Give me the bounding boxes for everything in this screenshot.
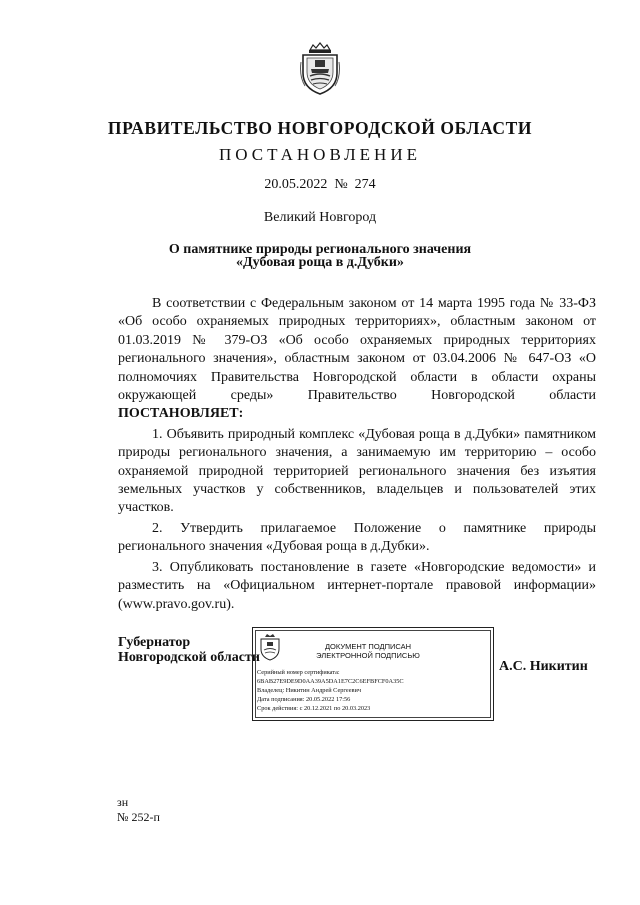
subject-line-2: «Дубовая роща в д.Дубки»: [236, 255, 404, 270]
document-number: 274: [354, 177, 376, 192]
decree-word: ПОСТАНОВЛЯЕТ:: [118, 406, 244, 422]
stamp-title-line-2: ЭЛЕКТРОННОЙ ПОДПИСЬЮ: [316, 651, 420, 660]
registration-number: № 252-п: [117, 810, 160, 824]
document-type: ПОСТАНОВЛЕНИЕ: [218, 145, 421, 164]
subject-line-1: О памятнике природы регионального значения: [168, 242, 472, 257]
document-subject: [0, 243, 640, 269]
signatory-position: [118, 635, 260, 665]
stamp-title-line-1: ДОКУМЕНТ ПОДПИСАН: [324, 642, 412, 651]
item-3: 3. Опубликовать постановление в газете «Новгородские ведомости» и разместить на «Официальном интернет-портале правовой информации» (www.pravo.gov.ru).: [118, 559, 596, 612]
document-footer: [117, 795, 160, 825]
position-line-2: Новгородской области: [118, 650, 260, 665]
date-number-line: [0, 177, 640, 193]
stamp-validity: Срок действия: с 20.12.2021 по 20.03.2023: [257, 705, 371, 712]
organization-title: ПРАВИТЕЛЬСТВО НОВГОРОДСКОЙ ОБЛАСТИ: [107, 118, 533, 138]
executor-initials: зн: [117, 795, 129, 809]
preamble-paragraph: [118, 295, 596, 424]
document-date: 20.05.2022: [264, 177, 328, 192]
number-sign: №: [334, 177, 348, 192]
stamp-title: [293, 642, 443, 660]
stamp-signed-date: Дата подписания: 20.05.2022 17:56: [257, 696, 351, 703]
stamp-owner: Владелец: Никитин Андрей Сергеевич: [257, 687, 362, 694]
signatory-name: А.С. Никитин: [499, 659, 588, 674]
stamp-coat-of-arms-icon: [259, 633, 281, 661]
coat-of-arms-icon: [299, 42, 341, 96]
item-2: 2. Утвердить прилагаемое Положение о памятнике природы регионального значения «Дубовая роща в д.Дубки».: [118, 520, 596, 555]
position-line-1: Губернатор: [118, 635, 191, 650]
stamp-serial-number: 6BAB27E9DE9D0AA39A5DA1E7C2C6EFBFCF0A35C: [257, 678, 404, 685]
preamble-text: В соответствии с Федеральным законом от 14 марта 1995 года № 33-ФЗ «Об особо охраняемых природных территориях», областным законом от 01.03.2019 № 379-ОЗ «Об особо охраняемых природных территориях регионального значения», областным законом от 03.04.2006 № 647-ОЗ «О полномочиях Правительства Новгородской области в области охраны окружающей среды» Правительство Новгородской области: [118, 296, 596, 404]
city: Великий Новгород: [263, 210, 377, 225]
stamp-serial-label: Серийный номер сертификата:: [257, 669, 340, 676]
document-body: [118, 295, 596, 614]
item-1: 1. Объявить природный комплекс «Дубовая роща в д.Дубки» памятником природы регионального значения, а занимаемую им территорию – особо охраняемой природной территорией регионального значения без изъятия земельных участков у собственников, владельцев и пользователей этих участков.: [118, 426, 596, 516]
electronic-signature-stamp: [252, 627, 494, 721]
